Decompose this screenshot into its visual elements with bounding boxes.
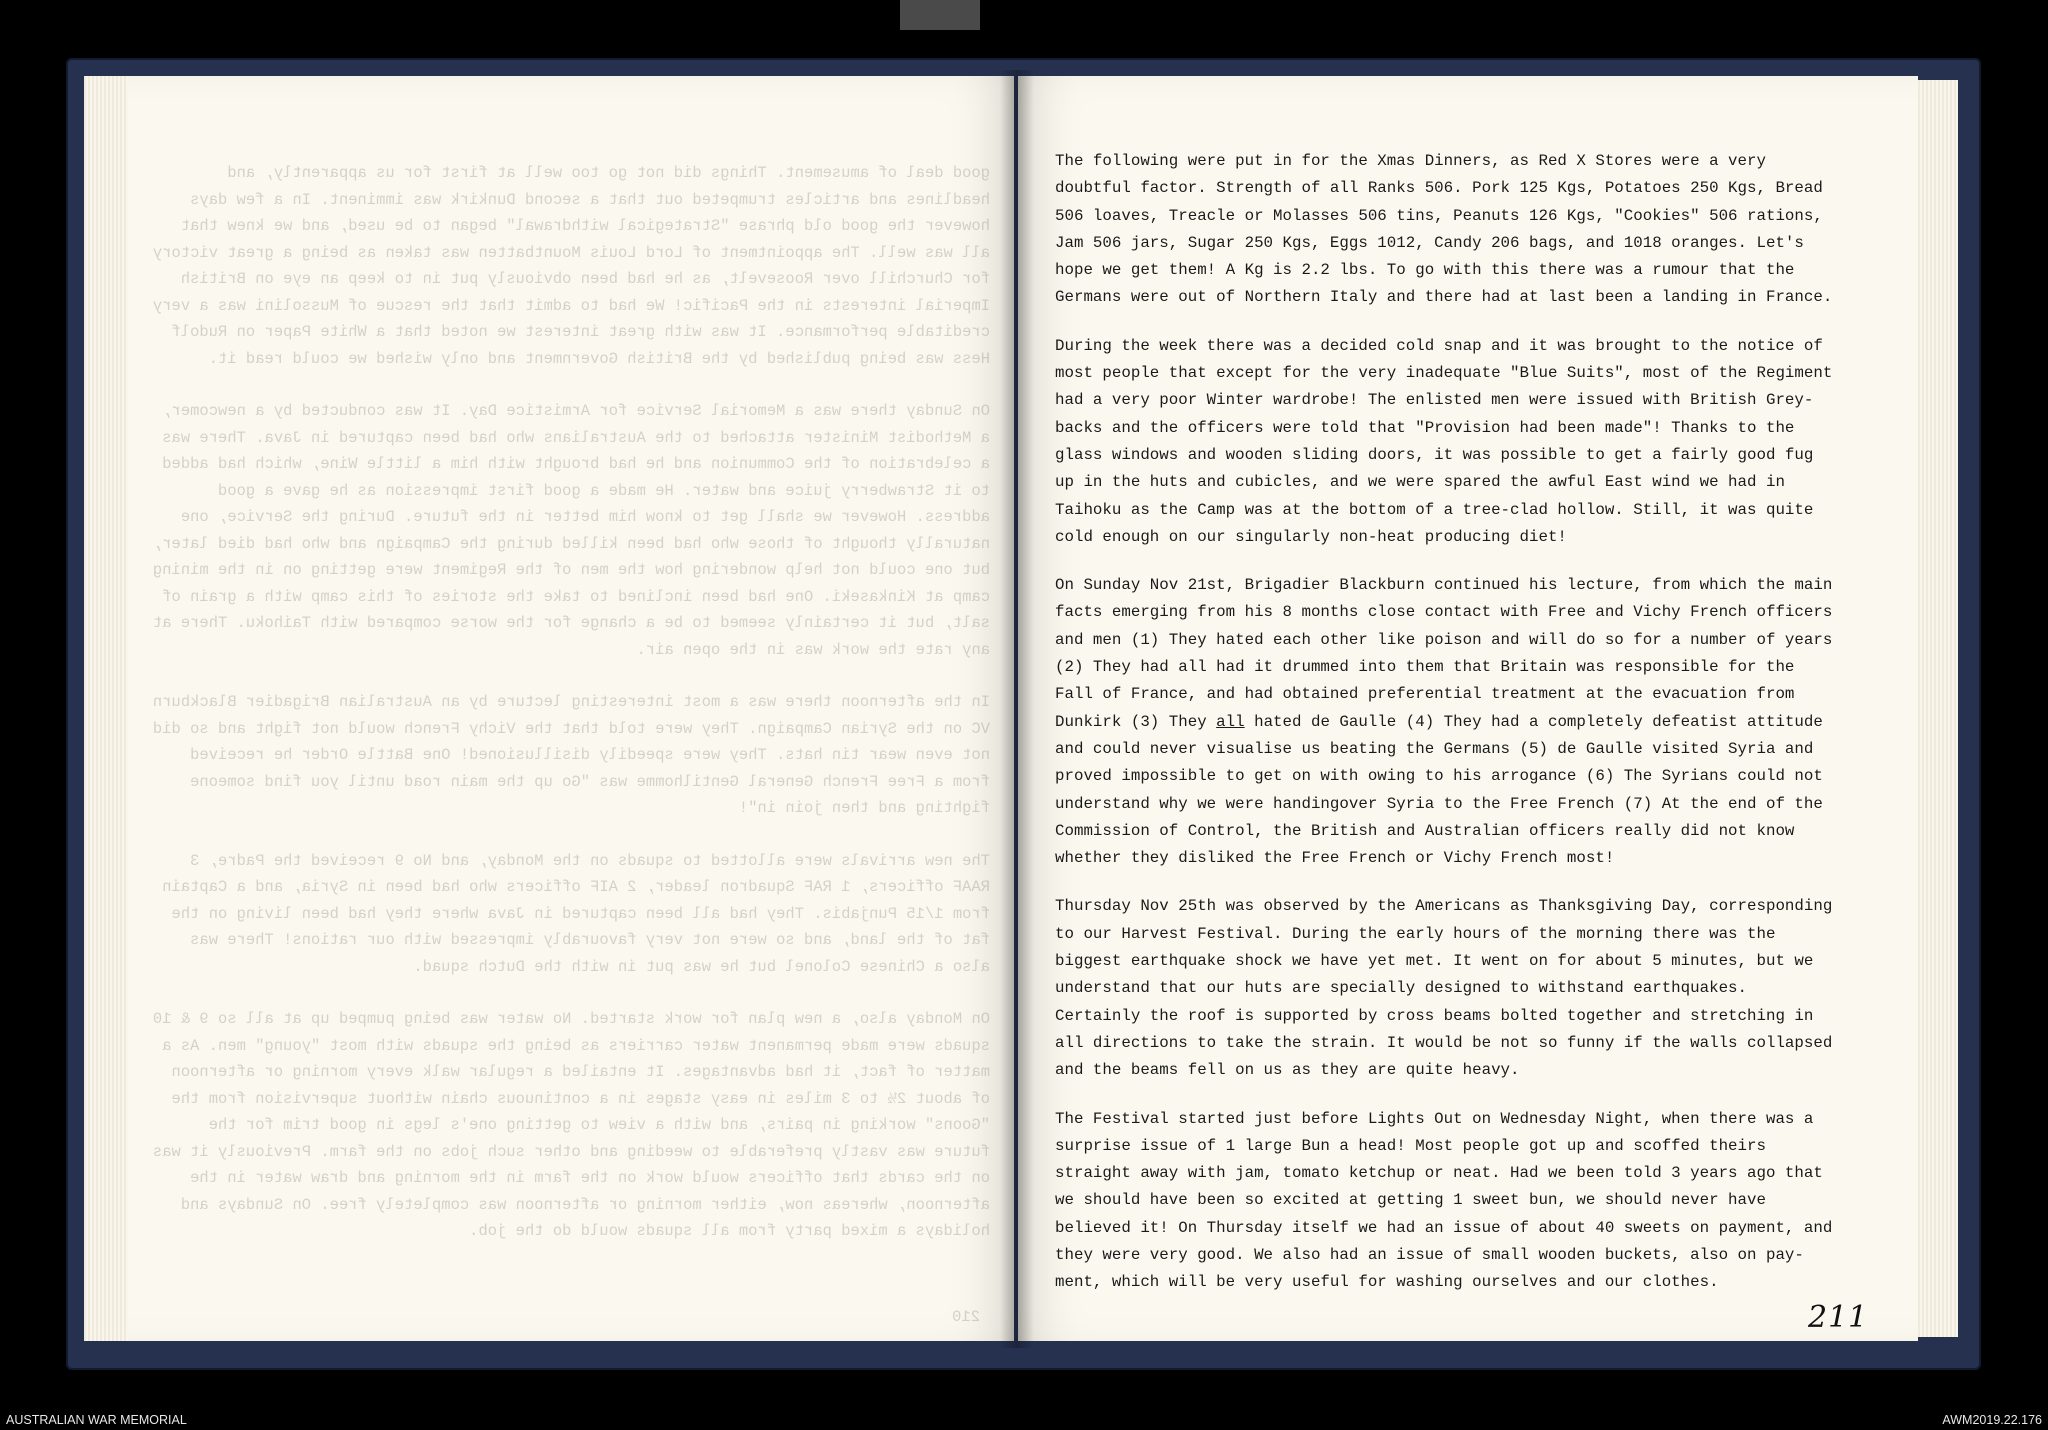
right-page-body bbox=[1055, 148, 1835, 1318]
lecture-text-after: hated de Gaulle (4) They had a completely defeatist attitude and could never visualise us beating the Germans (5) de Gaulle visited Syria and proved impossible to get on with owing to his arrogance (6) The Syrians could not understand why we were handingover Syria to the Free French (7) At the end of the Commission of Control, the British and Australian officers really did not know whether they disliked the Free French or Vichy French most! bbox=[1055, 712, 1823, 868]
bleed-paragraph: On Sunday there was a Memorial Service for Armistice Day. It was conducted by a newcomer, a Methodist Minister attached to the Australians who had been captured in Java. There was a celebration of the Communion and he had brought with him a little Wine, which had added to it Strawberry juice and water. He made a good first impression as he gave a good address. However we shall get to know him better in the future. During the Service, one naturally thought of those who had been killed during the Campaign and who had died later, but one could not help wondering how the men of the Regiment were getting on in the mining camp at Kinkaseki. One had been inclined to take the stories of this camp with a grain of salt, but it certainly seemed to be a change for the worse compared with Taihoku. There at any rate the work was in the open air. bbox=[152, 402, 990, 659]
bleed-paragraph: good deal of amusement. Things did not go too well at first for us apparently, and headlines and articles trumpeted out that a second Dunkirk was imminent. In a few days however the good old phrase "Strategical withdrawal" began to be used, and we knew that all was well. The appointment of Lord Louis Mountbatten was taken as being a great victory for Churchill over Roosevelt, as he had been obviously put in to keep an eye on British Imperial interests in the Pacific! We had to admit that the rescue of Mussolini was a very creditable performance. It was with great interest we noted that a White Paper on Rudolf Hess was being published by the British Government and only wished we could read it. bbox=[152, 164, 990, 368]
lecture-text-underlined: all bbox=[1216, 712, 1245, 731]
paragraph-cold-snap: During the week there was a decided cold snap and it was brought to the notice of most people that except for the very inadequate "Blue Suits", most of the Regiment had a very poor Winter wardrobe! The enlisted men were issued with British Grey-backs and the officers were told that "Provision had been made"! Thanks to the glass windows and wooden sliding doors, it was possible to get a fairly good fug up in the huts and cubicles, and we were spared the awful East wind we had in Taihoku as the Camp was at the bottom of a tree-clad hollow. Still, it was quite cold enough on our singularly non-heat producing diet! bbox=[1055, 336, 1833, 546]
archive-footer bbox=[0, 1412, 2048, 1430]
lecture-text-before: On Sunday Nov 21st, Brigadier Blackburn continued his lecture, from which the main facts emerging from his 8 months close contact with Free and Vichy French officers and men (1) They hated each other like poison and will do so for a number of years (2) They had all had it drummed into them that Britain was responsible for the Fall of France, and had obtained preferential treatment at the evacuation from Dunkirk (3) They bbox=[1055, 576, 1833, 731]
paragraph-thanksgiving: Thursday Nov 25th was observed by the Americans as Thanksgiving Day, corresponding to our Harvest Festival. During the early hours of the morning there was the biggest earthquake shock we have yet met. It went on for about 5 minutes, but we understand that our huts are specially designed to withstand earthquakes. Certainly the roof is supported by cross beams bolted together and stretching in all directions to take the strain. It would be not so funny if the walls collapsed and the beams fell on us as they are quite heavy. bbox=[1055, 897, 1833, 1080]
paragraph-xmas-dinners: The following were put in for the Xmas Dinners, as Red X Stores were a very doubtful factor. Strength of all Ranks 506. Pork 125 Kgs, Potatoes 250 Kgs, Bread 506 loaves, Treacle or Molasses 506 tins, Peanuts 126 Kgs, "Cookies" 506 rations, Jam 506 jars, Sugar 250 Kgs, Eggs 1012, Candy 206 bags, and 1018 oranges. Let's hope we get them! A Kg is 2.2 lbs. To go with this there was a rumour that the Germans were out of Northern Italy and there had at last been a landing in France. bbox=[1055, 152, 1833, 307]
bleed-paragraph: In the afternoon there was a most interesting lecture by an Australian Brigadier Blackburn VC on the Syrian Campaign. They were told that the Vichy French would not fight and so did not even wear tin hats. They were speedily disillusioned! One Battle Order he received from a Free French General Gentilhomme was "Go up the main road until you find someone fighting and then join in"! bbox=[152, 693, 990, 817]
bleed-paragraph: On Monday also, a new plan for work started. No water was being pumped up at all so 9 & 10 squads were made permanent water carriers as being the squads with most "young" men. As a matter of fact, it had advantages. It entailed a regular walk every morning or afternoon of about 2½ to 3 miles in easy stages in a continuous chain without supervision from the "Goons" working in pairs, and with a view to getting one's legs in good trim for the future was vastly preferable to weeding and other such jobs on the farm. Previously it was on the cards that officers would work on the farm in the morning and draw water in the afternoon, whereas now, either morning or afternoon was completely free. On Sundays and holidays a mixed party from all squads would do the job. bbox=[152, 1010, 990, 1240]
scan-calibration-strip bbox=[900, 0, 980, 30]
footer-accession-number: AWM2019.22.176 bbox=[1942, 1413, 2042, 1427]
scan-header-band bbox=[0, 0, 2048, 30]
paragraph-blackburn-lecture bbox=[1055, 572, 1835, 872]
page-number: 211 bbox=[1808, 1300, 1869, 1335]
bleed-page-number: 210 bbox=[952, 1308, 980, 1326]
paragraph-festival: The Festival started just before Lights Out on Wednesday Night, when there was a surprise issue of 1 large Bun a head! Most people got up and scoffed theirs straight away with jam, tomato ketchup or neat. Had we been told 3 years ago that we should have been so excited at getting 1 sweet bun, we should never have believed it! On Thursday itself we had an issue of about 40 sweets on payment, and they were very good. We also had an issue of small wooden buckets, also on pay-ment, which will be very useful for washing ourselves and our clothes. bbox=[1055, 1109, 1833, 1292]
book-gutter bbox=[1000, 70, 1034, 1348]
footer-institution: AUSTRALIAN WAR MEMORIAL bbox=[6, 1413, 187, 1427]
left-page-bleed-through-text bbox=[150, 160, 990, 1326]
bleed-paragraph: The new arrivals were allotted to squads on the Monday, and No 9 received the Padre, 3 RAAF officers, 1 RAF Squadron leader, 2 AIF officers who had been in Syria, and a Captain from 1/15 Punjabis. They had all been captured in Java where they had been living on the fat of the land, and so were not very favourably impressed with our rations! There was also a Chinese Colonel but he was put in with the Dutch squad. bbox=[162, 851, 990, 976]
